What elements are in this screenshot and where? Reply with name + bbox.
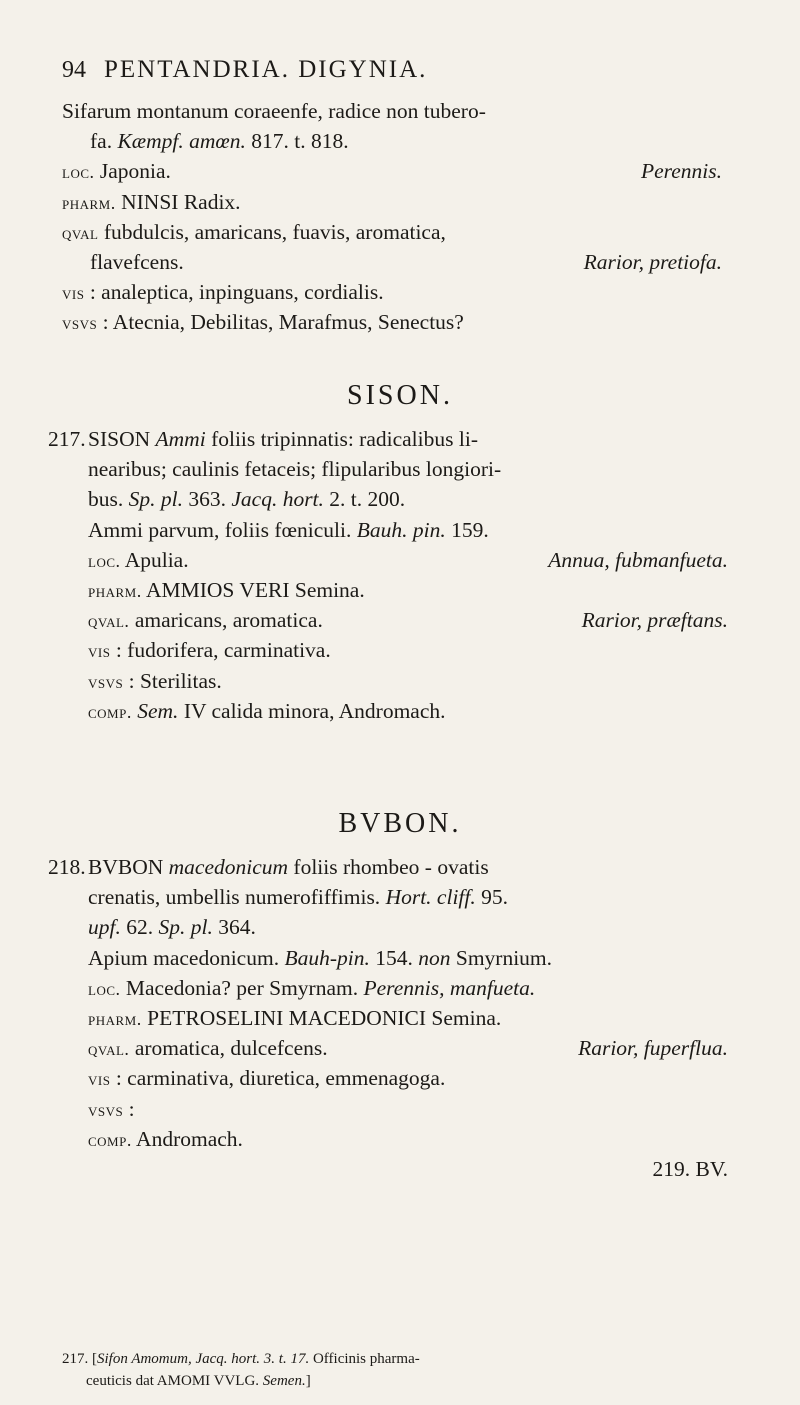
citation: upf. (88, 915, 121, 940)
running-title: PENTANDRIA. DIGYNIA. (104, 56, 428, 83)
genus-name: SISON (88, 427, 156, 451)
citation: Bauh. pin. (356, 517, 446, 542)
field-label: comp. (88, 1129, 132, 1150)
text: Sifarum montanum coraeenfe, radice non tubero- (62, 99, 486, 123)
text: fa. (90, 129, 118, 154)
qual-line (62, 217, 722, 247)
text: 2. t. 200. (323, 487, 406, 512)
text: 217. [ (62, 1351, 97, 1367)
text: : fudorifera, carminativa. (110, 638, 331, 663)
annotation: Perennis. (640, 159, 722, 184)
text: nearibus; caulinis fetaceis; flipularibus longiori- (88, 457, 502, 482)
text-line (48, 484, 728, 514)
entry-number: 217. (48, 427, 86, 451)
footnote-line (62, 1348, 722, 1370)
text: 817. t. 818. (245, 129, 349, 154)
text: : (123, 1096, 135, 1121)
loc-line (62, 156, 722, 186)
running-header (62, 56, 702, 84)
entry-continued (62, 96, 722, 338)
species-name: Ammi (155, 427, 206, 451)
text: Officinis pharma- (309, 1351, 420, 1367)
citation: Bauh-pin. (284, 945, 370, 970)
annotation: Rarior, fuperflua. (578, 1036, 728, 1061)
comp-line (48, 1124, 728, 1154)
genus-heading: BVBON. (338, 808, 462, 839)
annotation: Rarior, præftans. (581, 608, 728, 633)
comp-line (48, 696, 728, 726)
text: Japonia. (94, 159, 171, 184)
citation: Kæmpf. amœn. (117, 129, 246, 154)
text: aromatica, dulcefcens. (129, 1036, 328, 1061)
vis-line (48, 635, 728, 665)
text: foliis rhombeo - ovatis (288, 855, 489, 879)
text: non (418, 945, 451, 970)
text: Smyrnium. (450, 945, 553, 970)
citation: Sifon Amomum, Jacq. hort. 3. t. 17. (97, 1351, 310, 1367)
text: crenatis, umbellis numerofiffimis. (88, 885, 386, 910)
text: ] (305, 1373, 311, 1389)
usus-line (48, 666, 728, 696)
species-name: macedonicum (168, 855, 289, 879)
pharm-line (62, 187, 722, 217)
annotation: Perennis, manfueta. (363, 975, 536, 1000)
text: Macedonia? per Smyrnam. (120, 975, 364, 1000)
text: 363. (182, 487, 232, 512)
text: ceuticis dat AMOMI VVLG. (86, 1373, 263, 1389)
text: Apium macedonicum. (88, 945, 285, 970)
text-line (48, 882, 728, 912)
field-label: vsvs (88, 1099, 124, 1120)
qual-line (48, 1033, 728, 1063)
citation: Hort. cliff. (385, 885, 476, 910)
entry-number: 218. (48, 855, 86, 879)
text: 159. (445, 517, 489, 542)
text: PETROSELINI MACEDONICI Semina. (141, 1005, 502, 1030)
text: : Atecnia, Debilitas, Marafmus, Senectus? (97, 310, 464, 335)
text: Andromach. (131, 1126, 243, 1151)
text-line (62, 96, 722, 126)
entry-bubon (48, 852, 728, 1184)
pharm-line (48, 575, 728, 605)
text: : analeptica, inpinguans, cordialis. (84, 280, 384, 305)
text-line (48, 912, 728, 942)
citation: Semen. (262, 1373, 306, 1389)
text: foliis tripinnatis: radicalibus li- (205, 427, 478, 451)
genus-name: BVBON (88, 855, 169, 879)
text: Apulia. (120, 547, 189, 572)
qual-line (48, 605, 728, 635)
field-label: loc. (88, 550, 121, 571)
field-label: qval. (88, 1039, 130, 1060)
citation: Jacq. hort. (231, 487, 324, 512)
text-line (48, 852, 728, 882)
footnote (62, 1348, 722, 1392)
loc-line (48, 545, 728, 575)
catchword: 219. BV. (652, 1156, 728, 1181)
field-label: loc. (62, 162, 95, 183)
citation: Sp. pl. (128, 487, 183, 512)
vis-line (48, 1063, 728, 1093)
field-label: qval (62, 222, 99, 243)
text: Ammi parvum, foliis fœniculi. (88, 517, 357, 542)
text-line (48, 1154, 728, 1184)
field-label: vis (62, 283, 85, 304)
text: bus. (88, 487, 129, 512)
field-label: vsvs (62, 313, 98, 334)
genus-heading: SISON. (347, 380, 453, 411)
text: : carminativa, diuretica, emmenagoga. (110, 1066, 446, 1091)
loc-line (48, 973, 728, 1003)
field-label: vis (88, 1069, 111, 1090)
vis-line (62, 277, 722, 307)
page-number: 94 (62, 57, 86, 83)
text: 364. (212, 915, 256, 940)
text: : Sterilitas. (123, 668, 222, 693)
field-label: pharm. (88, 580, 142, 601)
field-label: pharm. (88, 1008, 142, 1029)
field-label: loc. (88, 978, 121, 999)
text: 95. (475, 885, 508, 910)
text: AMMIOS VERI Semina. (141, 577, 365, 602)
citation: Sem. (137, 698, 179, 723)
field-label: vsvs (88, 671, 124, 692)
text-line (48, 943, 728, 973)
text: amaricans, aromatica. (129, 608, 323, 633)
usus-line (62, 307, 722, 337)
text: NINSI Radix. (115, 189, 241, 214)
text: flavefcens. (90, 249, 184, 274)
text-line (48, 424, 728, 454)
text: 62. (120, 915, 159, 940)
text-line (62, 126, 722, 156)
citation: Sp. pl. (158, 915, 213, 940)
annotation: Rarior, pretiofa. (583, 249, 722, 274)
entry-sison (48, 424, 728, 726)
field-label: comp. (88, 701, 132, 722)
usus-line (48, 1094, 728, 1124)
field-label: vis (88, 641, 111, 662)
pharm-line (48, 1003, 728, 1033)
text-line (62, 247, 722, 277)
text: IV calida minora, Andromach. (178, 698, 446, 723)
field-label: qval. (88, 611, 130, 632)
annotation: Annua, fubmanfueta. (548, 547, 728, 572)
text-line (48, 454, 728, 484)
text: fubdulcis, amaricans, fuavis, aromatica, (98, 219, 446, 244)
field-label: pharm. (62, 192, 116, 213)
text-line (48, 515, 728, 545)
text: 154. (369, 945, 419, 970)
footnote-line (62, 1370, 722, 1392)
